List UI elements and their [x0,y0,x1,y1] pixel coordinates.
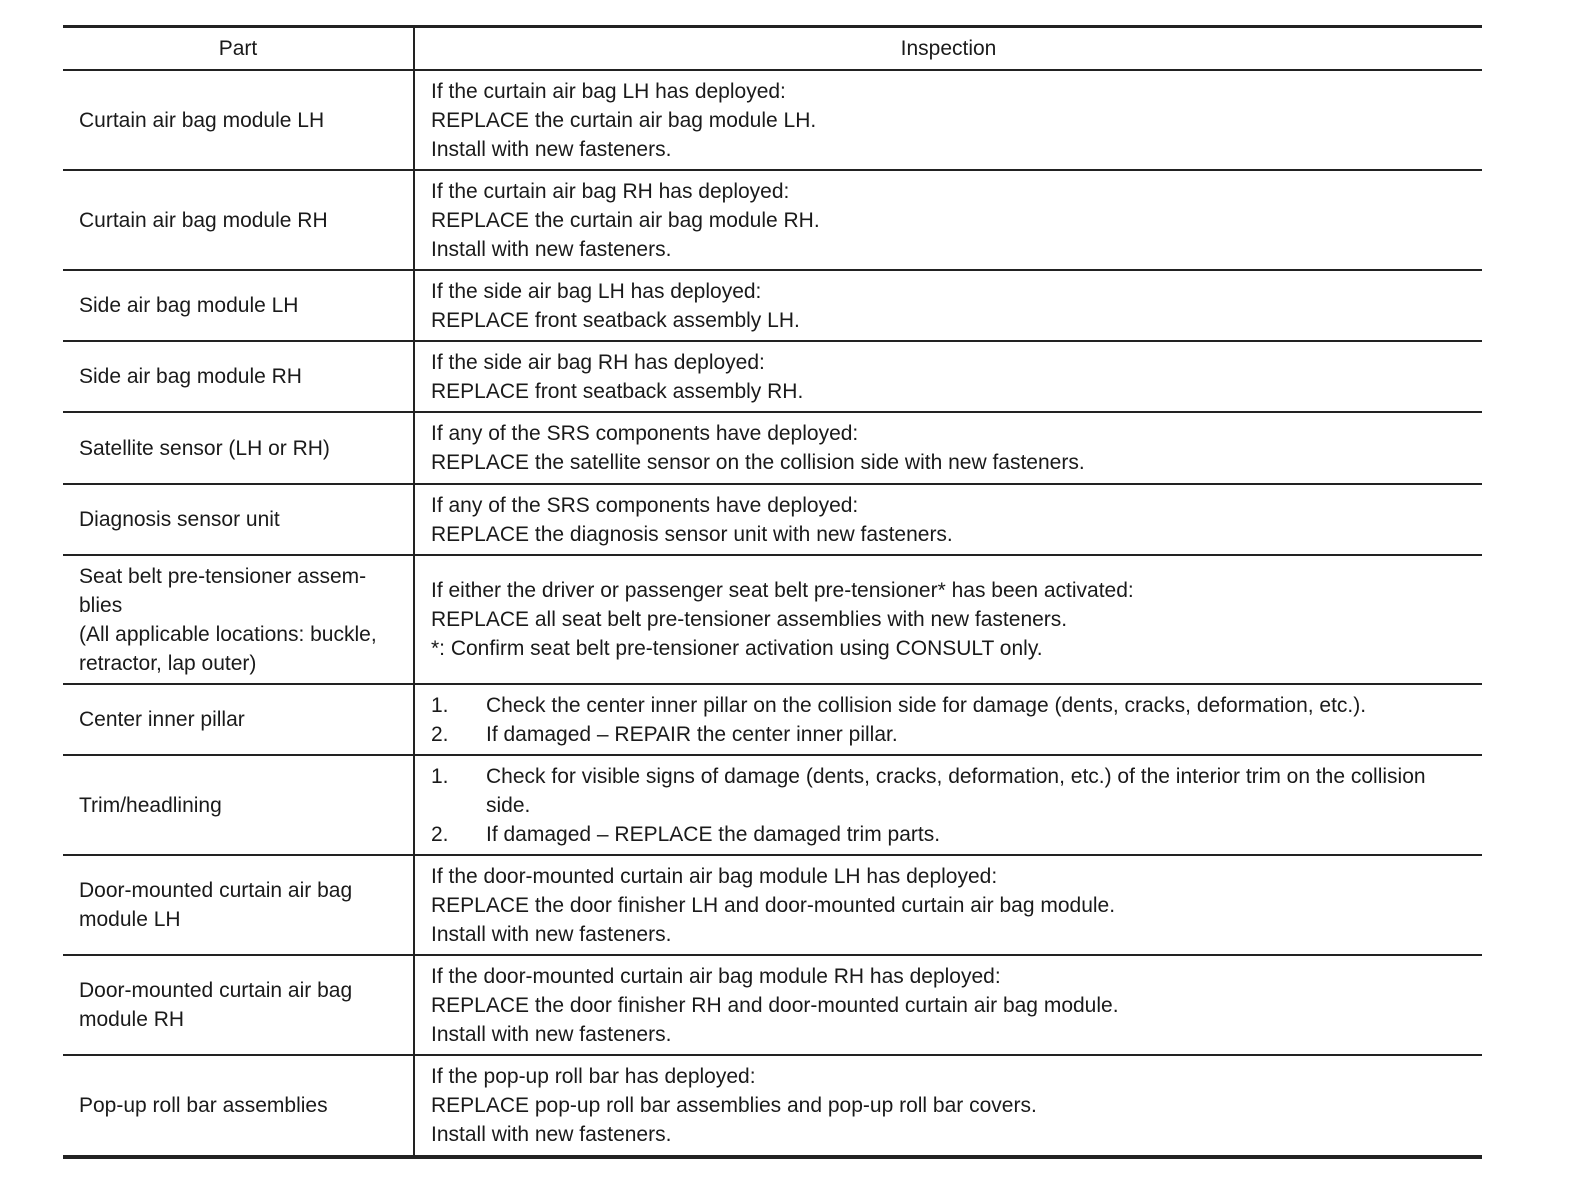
part-cell [63,855,414,955]
step-number: 2. [431,822,449,846]
inspection-text: REPLACE the satellite sensor on the collision side with new fasteners. [431,451,1085,474]
part-text: Seat belt pre-tensioner assem- [79,564,367,588]
inspection-cell [414,484,1482,555]
step-text: If damaged – REPAIR the center inner pillar. [486,722,898,746]
inspection-cell [414,270,1482,341]
header-inspection: Inspection [414,27,1482,71]
part-text: module LH [79,908,181,931]
inspection-text: REPLACE the curtain air bag module LH. [431,108,817,132]
inspection-text: Install with new fasteners. [431,1022,672,1046]
inspection-cell [414,855,1482,955]
inspection-text: If the curtain air bag RH has deployed: [431,179,790,203]
inspection-cell [414,170,1482,270]
numbered-step [431,820,1474,849]
part-cell [63,955,414,1055]
table-row [63,270,1482,341]
inspection-text: Install with new fasteners. [431,922,672,946]
inspection-cell [414,1055,1482,1157]
part-cell [63,555,414,684]
part-cell [63,684,414,755]
numbered-step [431,720,1474,749]
inspection-cell [414,555,1482,684]
inspection-text: Install with new fasteners. [431,237,672,261]
table-row [63,755,1482,855]
numbered-step [431,691,1474,720]
part-cell [63,170,414,270]
part-text: retractor, lap outer) [79,651,257,675]
inspection-text: If the side air bag RH has deployed: [431,350,765,374]
inspection-text: If any of the SRS components have deployed: [431,422,859,445]
inspection-text: If the door-mounted curtain air bag module RH has deployed: [431,964,1001,988]
numbered-step [431,762,1474,820]
inspection-cell [414,684,1482,755]
inspection-text: REPLACE all seat belt pre-tensioner assemblies with new fasteners. [431,608,1068,631]
part-text: Side air bag module RH [79,365,302,388]
inspection-text: Install with new fasteners. [431,137,672,161]
inspection-text: REPLACE the diagnosis sensor unit with new fasteners. [431,522,953,546]
table-row [63,484,1482,555]
part-text: Center inner pillar [79,708,245,731]
inspection-text: REPLACE front seatback assembly RH. [431,379,804,403]
step-text: Check the center inner pillar on the collision side for damage (dents, cracks, deformation, etc.). [486,693,1367,717]
inspection-text: REPLACE pop-up roll bar assemblies and pop-up roll bar covers. [431,1094,1037,1117]
part-text: Door-mounted curtain air bag [79,979,353,1002]
step-number: 1. [431,764,449,788]
part-text: Pop-up roll bar assemblies [79,1094,328,1117]
part-cell [63,70,414,170]
part-text: Satellite sensor (LH or RH) [79,436,330,460]
inspection-text: If the pop-up roll bar has deployed: [431,1065,756,1088]
inspection-text: REPLACE the curtain air bag module RH. [431,208,820,232]
inspection-text: If the curtain air bag LH has deployed: [431,79,786,103]
inspection-text: Install with new fasteners. [431,1123,672,1146]
table-row [63,412,1482,484]
table-row [63,170,1482,270]
table-row [63,684,1482,755]
part-text: blies [79,593,123,617]
header-row [63,27,1482,71]
inspection-text: REPLACE the door finisher LH and door-mounted curtain air bag module. [431,893,1116,917]
step-text: Check for visible signs of damage (dents, cracks, deformation, etc.) of the interior trim on the collision side. [486,764,1426,817]
part-cell [63,1055,414,1157]
inspection-text: If any of the SRS components have deployed: [431,493,859,517]
part-cell [63,341,414,412]
inspection-cell [414,755,1482,855]
inspection-text: *: Confirm seat belt pre-tensioner activation using CONSULT only. [431,637,1043,660]
part-text: Curtain air bag module RH [79,208,328,232]
inspection-cell [414,955,1482,1055]
header-part: Part [63,27,414,71]
table-row [63,555,1482,684]
step-number: 1. [431,693,449,717]
inspection-cell [414,341,1482,412]
part-text: Curtain air bag module LH [79,108,325,132]
part-cell [63,755,414,855]
part-text: module RH [79,1008,185,1031]
table-row [63,341,1482,412]
part-cell [63,270,414,341]
part-text: (All applicable locations: buckle, [79,622,377,646]
table-row [63,855,1482,955]
inspection-cell [414,412,1482,484]
part-cell [63,484,414,555]
table-row [63,70,1482,170]
inspection-text: If the door-mounted curtain air bag module LH has deployed: [431,864,998,888]
table-header [63,27,1482,71]
inspection-text: REPLACE front seatback assembly LH. [431,308,800,332]
part-text: Door-mounted curtain air bag [79,879,353,902]
inspection-text: If the side air bag LH has deployed: [431,279,762,303]
table-row [63,1055,1482,1157]
inspection-text: If either the driver or passenger seat belt pre-tensioner* has been activated: [431,579,1134,602]
inspection-table [63,25,1482,1159]
part-cell [63,412,414,484]
table-body [63,70,1482,1157]
part-text: Trim/headlining [79,793,222,817]
part-text: Diagnosis sensor unit [79,508,280,531]
step-text: If damaged – REPLACE the damaged trim parts. [486,822,941,846]
step-number: 2. [431,722,449,746]
inspection-cell [414,70,1482,170]
inspection-text: REPLACE the door finisher RH and door-mounted curtain air bag module. [431,993,1119,1017]
table-row [63,955,1482,1055]
part-text: Side air bag module LH [79,294,299,317]
